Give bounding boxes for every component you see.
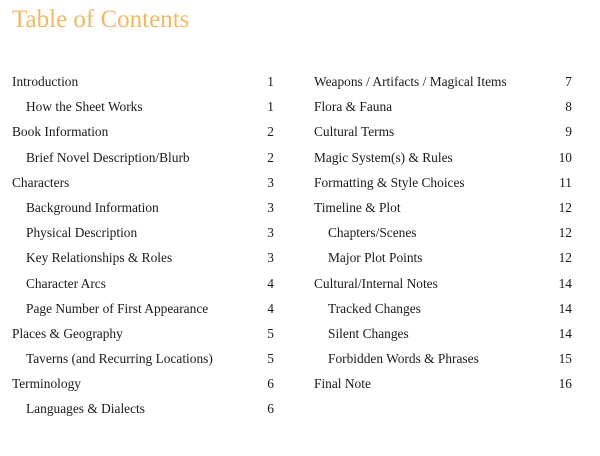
page-title: Table of Contents	[12, 6, 190, 33]
toc-page-number: 14	[558, 300, 572, 316]
toc-entry-label: Tracked Changes	[328, 300, 421, 316]
toc-page-number: 7	[565, 74, 572, 89]
toc-page-number: 12	[558, 225, 572, 241]
toc-subentry[interactable]	[314, 321, 572, 346]
toc-entry-label: Cultural Terms	[314, 124, 395, 140]
toc-entry-label: How the Sheet Works	[26, 99, 143, 115]
toc-entry-label: Magic System(s) & Rules	[314, 149, 453, 165]
toc-page-number: 15	[558, 351, 572, 367]
toc-entry-label: Chapters/Scenes	[328, 225, 417, 241]
toc-page-number: 3	[267, 250, 274, 266]
toc-subentry[interactable]	[12, 396, 274, 421]
toc-subentry[interactable]	[12, 220, 274, 245]
toc-page-number: 1	[267, 99, 274, 115]
toc-entry-label: Formatting & Style Choices	[314, 174, 465, 190]
toc-page-number: 5	[267, 351, 274, 367]
toc-entry-label: Background Information	[26, 199, 159, 215]
toc-entry-label: Key Relationships & Roles	[26, 250, 173, 266]
toc-page-number: 6	[267, 401, 274, 417]
toc-entry-label: Languages & Dialects	[26, 401, 145, 417]
toc-page-number: 12	[558, 250, 572, 266]
toc-entry-label: Terminology	[12, 376, 81, 392]
toc-page-number: 1	[267, 74, 274, 89]
toc-page-number: 9	[565, 124, 572, 140]
toc-page-number: 3	[267, 199, 274, 215]
toc-entry-label: Taverns (and Recurring Locations)	[26, 351, 213, 367]
toc-subentry[interactable]	[12, 271, 274, 296]
toc-entry[interactable]	[314, 195, 572, 220]
toc-page-number: 2	[267, 124, 274, 140]
toc-subentry[interactable]	[314, 245, 572, 270]
toc-entry-label: Character Arcs	[26, 275, 106, 291]
toc-entry-label: Weapons / Artifacts / Magical Items	[314, 74, 507, 89]
toc-entry-label: Cultural/Internal Notes	[314, 275, 438, 291]
toc-entry[interactable]	[314, 145, 572, 170]
toc-entry[interactable]	[314, 271, 572, 296]
toc-page-number: 14	[558, 275, 572, 291]
toc-subentry[interactable]	[12, 245, 274, 270]
toc-page-number: 11	[559, 174, 572, 190]
toc-entry-label: Characters	[12, 174, 70, 190]
toc-entry[interactable]	[314, 371, 572, 396]
toc-entry-label: Silent Changes	[328, 325, 409, 341]
toc-entry[interactable]	[12, 371, 274, 396]
toc-entry-label: Brief Novel Description/Blurb	[26, 149, 190, 165]
toc-page-number: 6	[267, 376, 274, 392]
toc-entry[interactable]	[314, 69, 572, 94]
toc-page-number: 3	[267, 174, 274, 190]
toc-page-number: 5	[267, 325, 274, 341]
toc-entry-label: Timeline & Plot	[314, 199, 401, 215]
toc-entry-label: Introduction	[12, 74, 79, 89]
toc-entry-label: Page Number of First Appearance	[26, 300, 209, 316]
toc-column-left	[12, 69, 274, 422]
toc-entry[interactable]	[12, 119, 274, 144]
toc-page-number: 10	[558, 149, 572, 165]
toc-subentry[interactable]	[314, 220, 572, 245]
toc-page-number: 3	[267, 225, 274, 241]
toc-entry-label: Flora & Fauna	[314, 99, 393, 115]
toc-entry[interactable]	[12, 69, 274, 94]
toc-page-number: 12	[558, 199, 572, 215]
toc-page-number: 8	[565, 99, 572, 115]
toc-entry-label: Physical Description	[26, 225, 138, 241]
toc-entry-label: Book Information	[12, 124, 109, 140]
toc-subentry[interactable]	[12, 145, 274, 170]
toc-subentry[interactable]	[12, 346, 274, 371]
toc-entry[interactable]	[314, 94, 572, 119]
toc-page-number: 14	[558, 325, 572, 341]
toc-subentry[interactable]	[12, 296, 274, 321]
toc-entry[interactable]	[314, 119, 572, 144]
toc-entry[interactable]	[314, 170, 572, 195]
toc-entry-label: Places & Geography	[12, 325, 123, 341]
toc-column-right	[314, 69, 572, 396]
toc-page-number: 2	[267, 149, 274, 165]
toc-subentry[interactable]	[314, 296, 572, 321]
toc-entry-label: Final Note	[314, 376, 371, 392]
toc-entry[interactable]	[12, 321, 274, 346]
toc-subentry[interactable]	[12, 94, 274, 119]
toc-entry-label: Major Plot Points	[328, 250, 423, 266]
toc-page-number: 4	[267, 275, 274, 291]
toc-page-number: 4	[267, 300, 274, 316]
toc-subentry[interactable]	[314, 346, 572, 371]
toc-entry-label: Forbidden Words & Phrases	[328, 351, 479, 367]
toc-entry[interactable]	[12, 170, 274, 195]
toc-subentry[interactable]	[12, 195, 274, 220]
toc-page-number: 16	[558, 376, 572, 392]
